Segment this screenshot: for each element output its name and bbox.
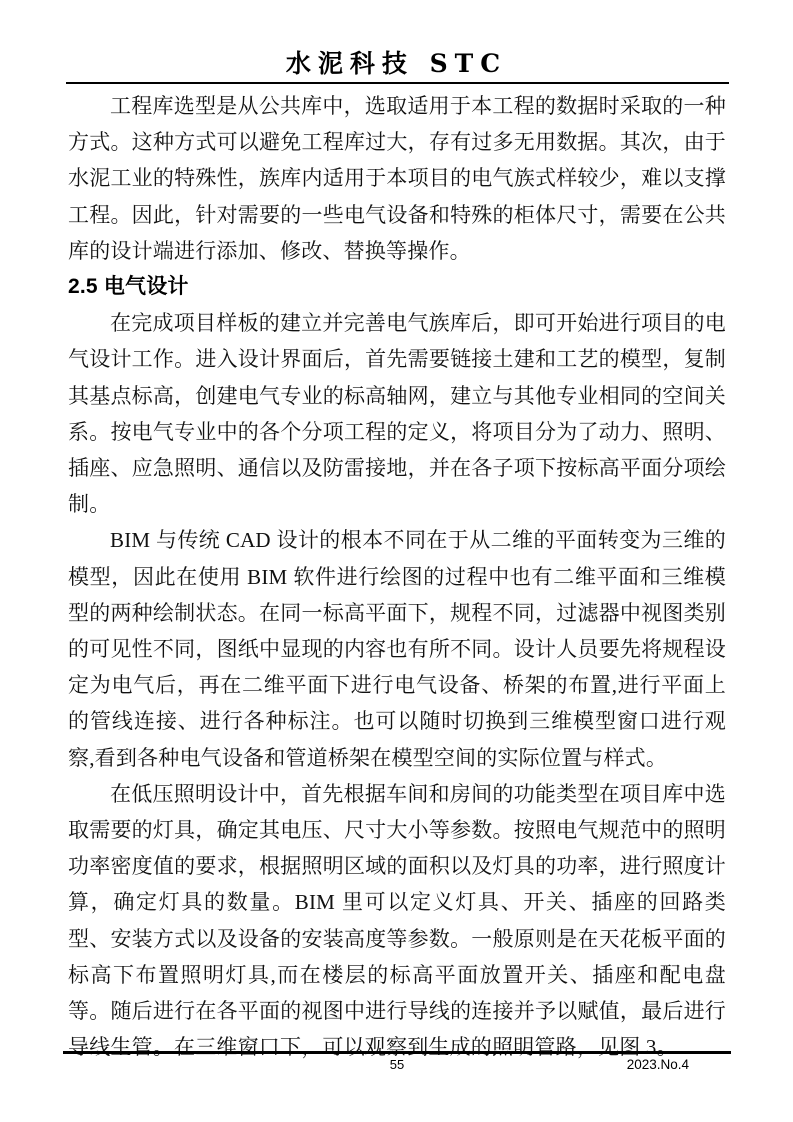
page-number: 55 [389, 1057, 405, 1072]
paragraph-design-setup: 在完成项目样板的建立并完善电气族库后，即可开始进行项目的电气设计工作。进入设计界面后，首先需要链接土建和工艺的模型，复制其基点标高，创建电气专业的标高轴网，建立与其他专业相同的空间关系。按电气专业中的各个分项工程的定义，将项目分为了动力、照明、插座、应急照明、通信以及防雷接地，并在各子项下按标高平面分项绘制。 [68, 311, 726, 517]
journal-title: 水泥科技 STC [285, 49, 508, 78]
section-heading-electrical-design: 2.5 电气设计 [68, 275, 189, 299]
paragraph-lighting-design: 在低压照明设计中，首先根据车间和房间的功能类型在项目库中选取需要的灯具，确定其电压、尺寸大小等参数。按照电气规范中的照明功率密度值的要求，根据照明区域的面积以及灯具的功率，进行照度计算，确定灯具的数量。BIM 里可以定义灯具、开关、插座的回路类型、安装方式以及设备的安装高度等参数。一般原则是在天花板平面的标高下布置照明灯具,而在楼层的标高平面放置开关、插座和配电盘等。随后进行在各平面的视图中进行导线的连接并予以赋值，最后进行导线生管。在三维窗口下，可以观察到生成的照明管路，见图 3。 [68, 781, 726, 1060]
issue-label: 2023.No.4 [626, 1057, 689, 1072]
paragraph-project-library: 工程库选型是从公共库中，选取适用于本工程的数据时采取的一种方式。这种方式可以避免工程库过大，存有过多无用数据。其次，由于水泥工业的特殊性，族库内适用于本项目的电气族式样较少，难以支撑工程。因此，针对需要的一些电气设备和特殊的柜体尺寸，需要在公共库的设计端进行添加、修改、替换等操作。 [68, 94, 726, 263]
paragraph-bim-vs-cad: BIM 与传统 CAD 设计的根本不同在于从二维的平面转变为三维的模型，因此在使用 BIM 软件进行绘图的过程中也有二维平面和三维模型的两种绘制状态。在同一标高平面下，规程不同，过滤器中视图类别的可见性不同，图纸中显现的内容也有所不同。设计人员要先将规程设定为电气后，再在二维平面下进行电气设备、桥架的布置,进行平面上的管线连接、进行各种标注。也可以随时切换到三维模型窗口进行观察,看到各种电气设备和管道桥架在模型空间的实际位置与样式。 [68, 528, 726, 770]
header-divider [66, 82, 729, 84]
article-body [68, 88, 726, 1065]
footer-divider [63, 1051, 731, 1054]
